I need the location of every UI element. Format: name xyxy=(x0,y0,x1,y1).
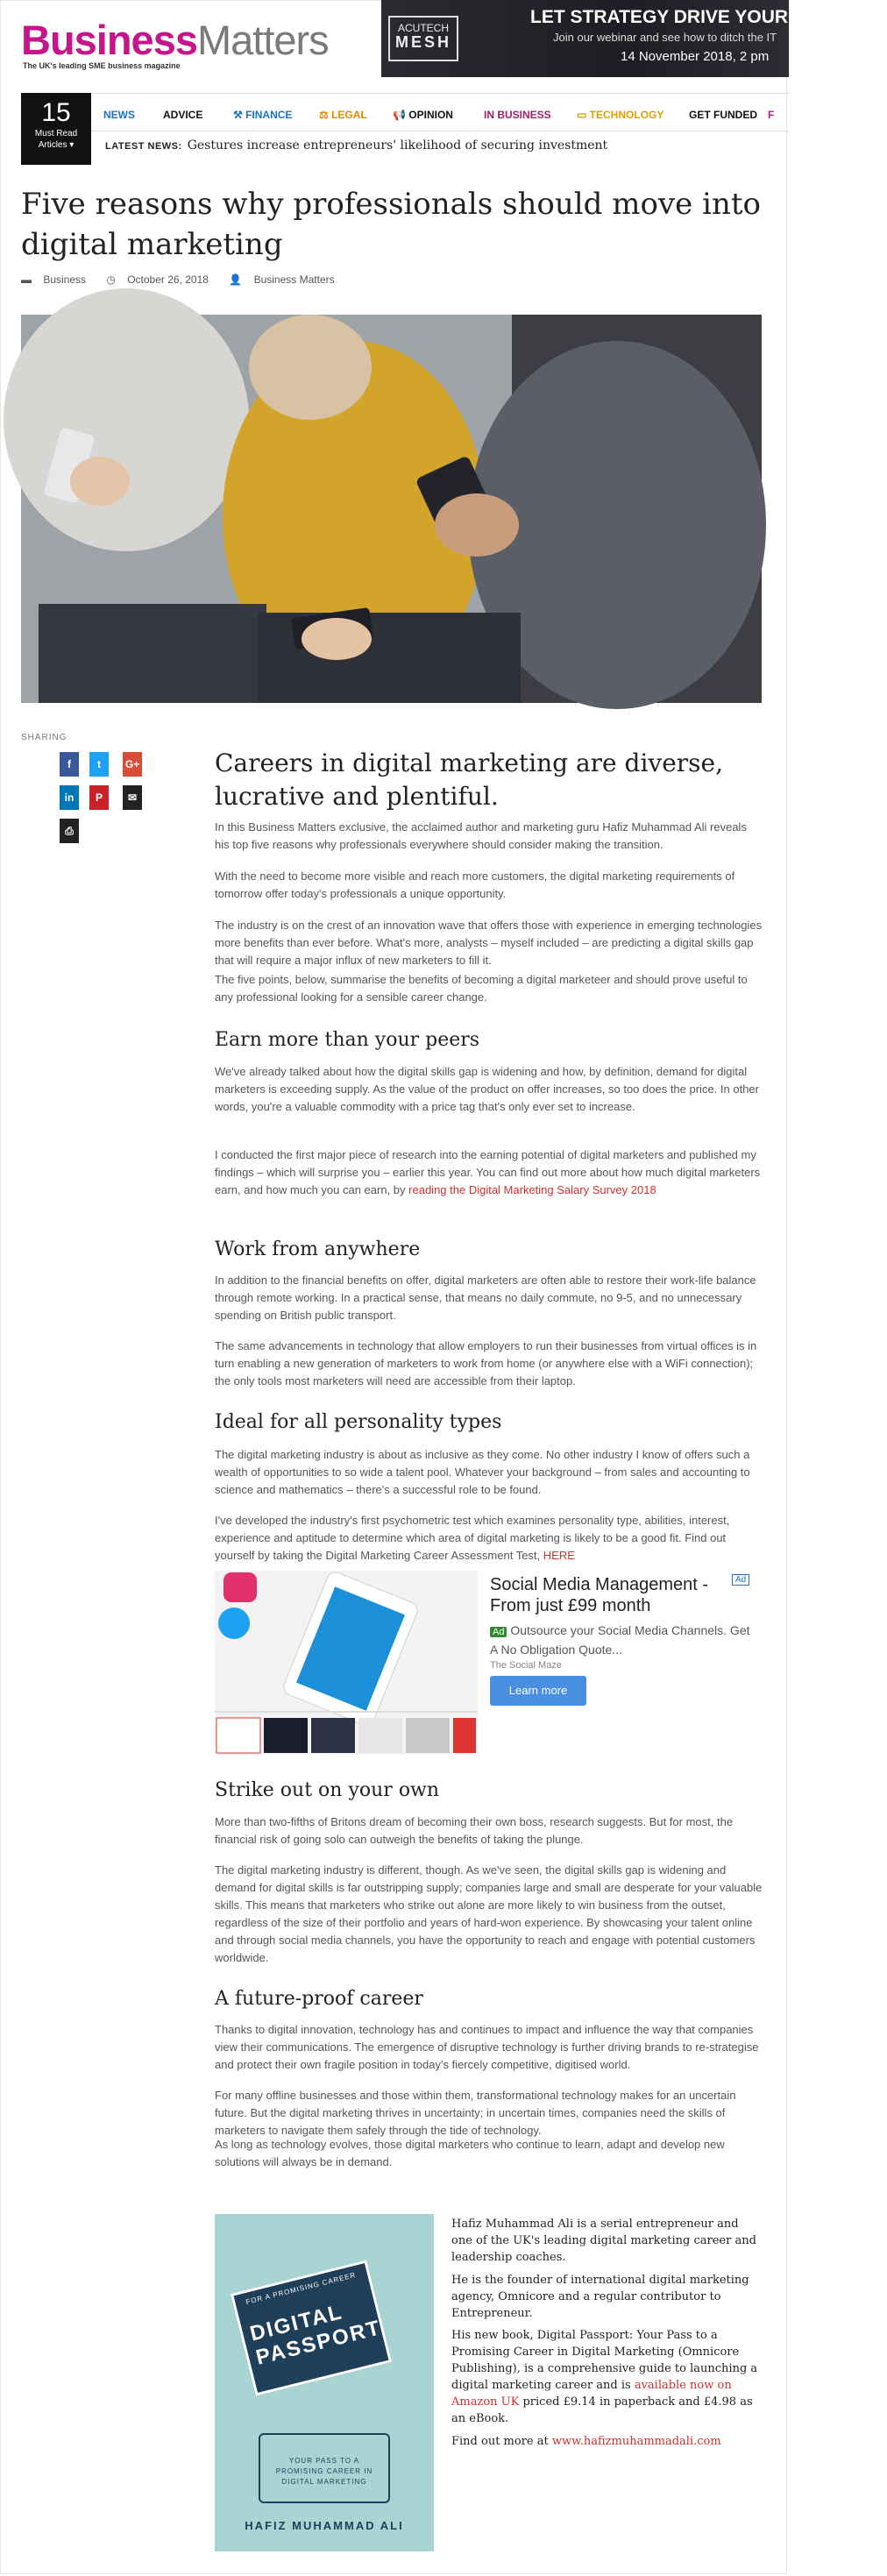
nav-opinion[interactable]: 📢 OPINION xyxy=(393,109,453,121)
inline-ad-title[interactable]: Social Media Management - From just £99 month xyxy=(490,1575,709,1615)
envelope-icon: ✉ xyxy=(127,791,138,804)
sharing-label: SHARING xyxy=(21,733,67,742)
article-title: Five reasons why professionals should move into digital marketing xyxy=(21,187,761,262)
latest-news-text[interactable]: Gestures increase entrepreneurs' likelihood of securing investment xyxy=(187,138,608,153)
amazon-link[interactable]: available now on Amazon UK xyxy=(451,2379,732,2409)
banner-ad-headline: LET STRATEGY DRIVE YOUR BUSINESS xyxy=(530,7,887,27)
banner-ad-subline: Join our webinar and see how to ditch the IT xyxy=(553,31,777,44)
learn-more-button[interactable]: Learn more xyxy=(490,1676,586,1706)
nav-get-funded[interactable]: GET FUNDED xyxy=(689,109,757,121)
nav-overflow[interactable]: F xyxy=(768,109,775,121)
user-icon: 👤 xyxy=(229,273,245,286)
nav-advice[interactable]: ADVICE xyxy=(163,109,203,121)
ad-choices-badge[interactable]: Ad xyxy=(732,1574,749,1586)
megaphone-icon: 📢 xyxy=(393,109,409,121)
section-heading: Earn more than your peers xyxy=(215,1029,480,1051)
article-date: ◷ October 26, 2018 xyxy=(106,273,209,286)
email-share-button[interactable] xyxy=(123,785,142,810)
monitor-icon: ▭ xyxy=(577,109,590,121)
logo-bold: Business xyxy=(21,17,197,63)
section-heading: Ideal for all personality types xyxy=(215,1411,502,1433)
article-paragraph: The digital marketing industry is about as inclusive as they come. No other industry I know of offers such a wealth of opportunities to so wide a talent pool. Whatever your background – from sales and accounting to science and mathematics – there's a successful role to be found. xyxy=(215,1448,750,1496)
ad-label: Ad xyxy=(490,1627,507,1637)
googleplus-icon: G+ xyxy=(124,758,140,770)
inline-ad-description: Ad Outsource your Social Media Channels. Get A No Obligation Quote... xyxy=(490,1623,750,1657)
hero-photo xyxy=(21,315,762,703)
article-paragraph: The industry is on the crest of an innovation wave that offers those with experience in emerging technologies more benefits than ever before. What's more, analysts – myself included – are predicting a digital skills gap that will require a major influx of new marketers to fill it. xyxy=(215,919,763,967)
googleplus-share-button[interactable] xyxy=(123,752,142,777)
author-link[interactable]: 👤 Business Matters xyxy=(229,273,335,286)
latest-news-label: LATEST NEWS: xyxy=(105,141,182,152)
author-bio: He is the founder of international digital marketing agency, Omnicore and a regular contributor to Entrepreneur. xyxy=(451,2274,749,2320)
site-logo[interactable] xyxy=(21,16,329,70)
article-paragraph: The digital marketing industry is different, though. As we've seen, the digital skills gap is widening and demand for digital skills is far outstripping supply; companies large and small are desperate for your valuable skills. This means that marketers who strike out alone are more likely to win business from the outset, regardless of the size of their portfolio and years of hard-won experience. By showcasing your talent online and through social media channels, you have the opportunity to reach and engage with potential customers worldwide. xyxy=(215,1863,763,1964)
print-button[interactable] xyxy=(60,819,79,843)
must-read-label: Must Read xyxy=(34,129,78,138)
article-paragraph: Thanks to digital innovation, technology has and continues to impact and influence the way that companies view their communications. The emergence of disruptive technology is further driving brands to re-strategise and protect their own fragile position in today's fiercely competitive, digitised world. xyxy=(215,2023,759,2071)
author-website-link[interactable]: www.hafizmuhammadali.com xyxy=(551,2435,721,2448)
inline-ad-image xyxy=(215,1571,478,1755)
twitter-share-button[interactable] xyxy=(89,752,109,777)
nav-legal[interactable]: ⚖ LEGAL xyxy=(319,109,367,121)
main-nav xyxy=(21,93,789,131)
latest-news-ticker[interactable] xyxy=(105,138,607,153)
banner-ad-date: 14 November 2018, 2 pm xyxy=(621,49,770,64)
printer-icon: ⎙ xyxy=(65,825,74,837)
inline-ad-advertiser: The Social Maze xyxy=(490,1660,562,1671)
article-paragraph: As long as technology evolves, those digital marketers who continue to learn, adapt and develop new solutions will always be in demand. xyxy=(215,2138,725,2168)
finance-icon: ⚒ xyxy=(233,109,246,121)
find-out-more: Find out more at www.hafizmuhammadali.com xyxy=(451,2435,721,2448)
nav-technology[interactable]: ▭ TECHNOLOGY xyxy=(577,109,664,121)
article-paragraph: For many offline businesses and those within them, transformational technology makes for an uncertain future. But the digital marketing thrives in uncertainty; in uncertain times, companies need the skills of marketers to navigate them safely through the tide of technology. xyxy=(215,2089,736,2137)
nav-finance[interactable]: ⚒ FINANCE xyxy=(233,109,293,121)
site-tagline: The UK's leading SME business magazine xyxy=(23,61,181,70)
author-bio: Hafiz Muhammad Ali is a serial entrepreneur and one of the UK's leading digital marketing career and leadership coaches. xyxy=(451,2218,756,2264)
book-cover-author: HAFIZ MUHAMMAD ALI xyxy=(245,2519,404,2532)
folder-icon: ▬ xyxy=(21,273,35,286)
facebook-icon: f xyxy=(67,758,71,770)
article-headline: Careers in digital marketing are diverse, lucrative and plentiful. xyxy=(215,749,724,811)
article-paragraph: We've already talked about how the digital skills gap is widening and how, by definition, demand for digital marketers is exceeding supply. As the value of the product on offer increases, so too does the price. In other words, you're a valuable commodity with a price tag that's only ever set to increase. xyxy=(215,1065,759,1113)
linkedin-share-button[interactable] xyxy=(60,785,79,810)
banner-ad[interactable] xyxy=(381,0,887,77)
facebook-share-button[interactable] xyxy=(60,752,79,777)
article-meta xyxy=(21,273,352,286)
category-link[interactable]: ▬ Business xyxy=(21,273,87,286)
banner-ad-brand: ACUTECH MESH xyxy=(388,16,458,61)
inline-ad[interactable] xyxy=(215,1571,767,1755)
twitter-icon: t xyxy=(97,758,101,770)
article-paragraph: With the need to become more visible and reach more customers, the digital marketing requirements of tomorrow offer today's professionals a unique opportunity. xyxy=(215,869,735,900)
section-heading: A future-proof career xyxy=(215,1988,423,2010)
article-paragraph: In addition to the financial benefits on offer, digital marketers are often able to restore their work-life balance through remote working. In a practical sense, that means no daily commute, no 9-5, and no unnecessary spending on British public transport. xyxy=(215,1274,756,1322)
article-paragraph: I conducted the first major piece of research into the earning potential of digital marketers and published my findings – which will surprise you – earlier this year. You can find out more about how much digital marketers earn, and how much you can earn, by reading the Digital Marketing Salary Survey 2018 xyxy=(215,1148,761,1196)
clock-icon: ◷ xyxy=(106,273,119,286)
hero-image xyxy=(21,315,762,703)
pinterest-share-button[interactable] xyxy=(89,785,109,810)
must-read-count: 15 xyxy=(41,98,71,127)
linkedin-icon: in xyxy=(64,791,75,804)
salary-survey-link[interactable]: reading the Digital Marketing Salary Survey 2018 xyxy=(408,1183,656,1196)
author-bio: His new book, Digital Passport: Your Pass to a Promising Career in Digital Marketing (Omnicore Publishing), is a comprehensive guide to launching a digital marketing career and is available now on Amazon UK priced £9.14 in paperback and £4.98 as an eBook. xyxy=(451,2329,758,2425)
assessment-test-link[interactable]: HERE xyxy=(543,1549,575,1562)
nav-news[interactable]: NEWS xyxy=(103,109,135,121)
legal-icon: ⚖ xyxy=(319,109,332,121)
logo-light: Matters xyxy=(196,17,329,63)
section-heading: Work from anywhere xyxy=(215,1238,421,1260)
article-paragraph: More than two-fifths of Britons dream of becoming their own boss, research suggests. But for most, the financial risk of going solo can outweigh the benefits of taking the plunge. xyxy=(215,1815,734,1846)
article-paragraph: The same advancements in technology that allow employers to run their businesses from virtual offices is in turn enabling a new generation of marketers to work from home (or anywhere else with a WiFi connection); the only tools most marketers will need are accessible from their laptop. xyxy=(215,1339,757,1387)
must-read-dropdown[interactable]: Articles ▾ xyxy=(38,140,75,150)
nav-in-business[interactable]: IN BUSINESS xyxy=(484,109,551,121)
book-cover-ticket: FOR A PROMISING CAREER DIGITAL PASSPORT xyxy=(231,2260,392,2395)
pinterest-icon: P xyxy=(95,791,103,804)
section-heading: Strike out on your own xyxy=(215,1779,440,1801)
book-cover[interactable] xyxy=(215,2214,434,2551)
book-cover-subtitle: YOUR PASS TO A PROMISING CAREER IN DIGITAL MARKETING xyxy=(259,2433,390,2503)
must-read-badge[interactable] xyxy=(21,93,91,165)
article-paragraph: The five points, below, summarise the benefits of becoming a digital marketeer and should prove useful to any professional looking for a sensible career change. xyxy=(215,973,748,1004)
article-paragraph: In this Business Matters exclusive, the acclaimed author and marketing guru Hafiz Muhammad Ali reveals his top five reasons why professionals everywhere should consider making the transition. xyxy=(215,820,747,851)
article-paragraph: I've developed the industry's first psychometric test which examines personality type, abilities, interest, experience and aptitude to determine which area of digital marketing is likely to be a good fit. Find out yourself by taking the Digital Marketing Career Assessment Test, HERE xyxy=(215,1514,730,1562)
